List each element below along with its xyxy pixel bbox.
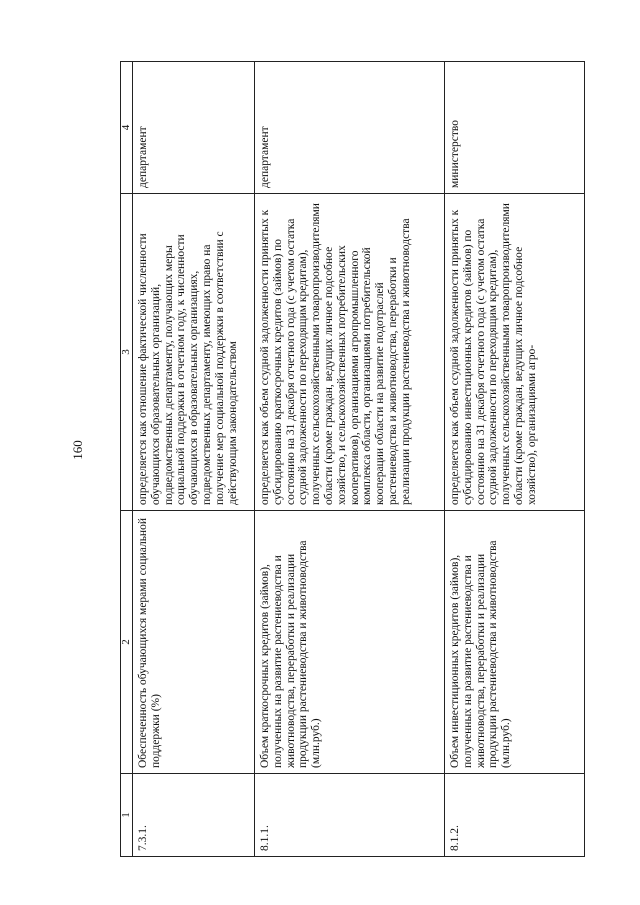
header-cell-3: 3 <box>121 194 133 511</box>
table-header-row <box>121 62 133 857</box>
indicator-name: Объем краткосрочных кредитов (займов), полученных на развитие растениеводства и животноводства, переработки и реализации продукции растениеводства и животноводства (млн.руб.) <box>255 511 445 774</box>
responsible-body: департамент <box>255 62 445 194</box>
page-number: 160 <box>70 440 85 460</box>
rotated-page <box>120 62 585 857</box>
indicator-definition: определяется как объем ссудной задолженности принятых к субсидированию краткосрочных кредитов (займов) по состоянию на 31 декабря отчетного года (с учетом остатка ссудной задолженности по переходящим кредитам), полученных сельскохозяйственными товаропроизводителями области (кроме граждан, ведущих личное подсобное хозяйство, и сельскохозяйственных потребительских кооперативов), организациями агропромышленного комплекса области, организациями потребительской кооперации области на развитие подотраслей растениеводства и животноводства, переработки и реализации продукции растениеводства и животноводства <box>255 194 445 511</box>
row-number: 8.1.2. <box>445 774 585 857</box>
indicator-definition: определяется как объем ссудной задолженности принятых к субсидированию инвестиционных кредитов (займов) по состоянию на 31 декабря отчетного года (с учетом остатка ссудной задолженности по переходящим кредитам), полученных сельскохозяйственными товаропроизводителями области (кроме граждан, ведущих личное подсобное хозяйство), организациями агро- <box>445 194 585 511</box>
responsible-body: министерство <box>445 62 585 194</box>
indicator-name: Обеспеченность обучающихся мерами социальной поддержки (%) <box>133 511 255 774</box>
header-cell-2: 2 <box>121 511 133 774</box>
table-row <box>255 62 445 857</box>
row-number: 8.1.1. <box>255 774 445 857</box>
table-row <box>133 62 255 857</box>
header-cell-4: 4 <box>121 62 133 194</box>
indicator-definition: определяется как отношение фактической численности обучающихся образовательных организаций, подведомственных департаменту, получающих меры социальной поддержки в отчетном году, к численности обучающихся в образовательных организациях, подведомственных департаменту, имеющих право на получение мер социальной поддержки в соответствии с действующим законодательством <box>133 194 255 511</box>
table-row <box>445 62 585 857</box>
indicator-name: Объем инвестиционных кредитов (займов), полученных на развитие растениеводства и животноводства, переработки и реализации продукции растениеводства и животноводства (млн.руб.) <box>445 511 585 774</box>
indicators-table <box>120 61 585 857</box>
responsible-body: департамент <box>133 62 255 194</box>
header-cell-1: 1 <box>121 774 133 857</box>
row-number: 7.3.1. <box>133 774 255 857</box>
